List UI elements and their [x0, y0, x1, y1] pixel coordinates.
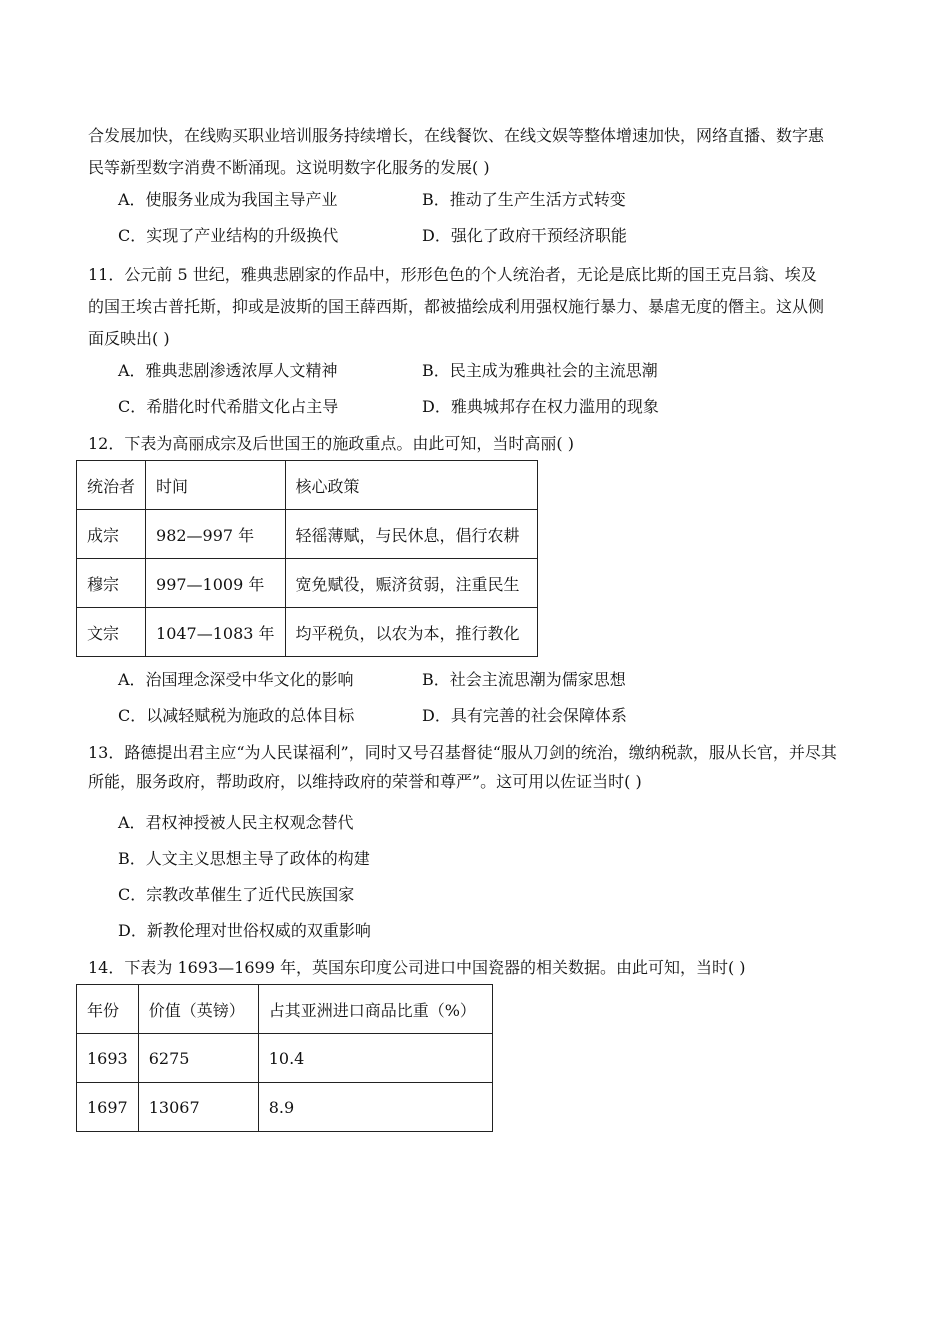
table-cell: 穆宗: [77, 559, 146, 608]
table-cell: 1693: [77, 1034, 139, 1083]
table-row: [77, 608, 538, 657]
table-row: [77, 1034, 493, 1083]
table-header-row: [77, 985, 493, 1034]
q10-option-b[interactable]: B．推动了生产生活方式转变: [422, 190, 626, 209]
table-cell: 宽免赋役，赈济贫弱，注重民生: [285, 559, 537, 608]
q12-option-b[interactable]: B．社会主流思潮为儒家思想: [422, 670, 626, 689]
q11-option-d[interactable]: D．雅典城邦存在权力滥用的现象: [422, 397, 659, 416]
q11-text-line1: 11．公元前 5 世纪，雅典悲剧家的作品中，形形色色的个人统治者，无论是底比斯的国王克吕翁、埃及: [88, 265, 817, 284]
q12-option-c[interactable]: C．以减轻赋税为施政的总体目标: [118, 706, 355, 725]
table-cell: 982—997 年: [146, 510, 286, 559]
q10-text-line1: 合发展加快，在线购买职业培训服务持续增长，在线餐饮、在线文娱等整体增速加快，网络直播、数字惠: [88, 126, 825, 145]
q12-option-a[interactable]: A．治国理念深受中华文化的影响: [118, 670, 354, 689]
table-row: [77, 559, 538, 608]
q11-option-a[interactable]: A．雅典悲剧渗透浓厚人文精神: [118, 361, 338, 380]
q11-option-b[interactable]: B．民主成为雅典社会的主流思潮: [422, 361, 658, 380]
table-cell: 6275: [138, 1034, 258, 1083]
q13-text-line1: 13．路德提出君主应“为人民谋福利”，同时又号召基督徒“服从刀剑的统治，缴纳税款，服从长官，并尽其: [88, 743, 837, 762]
q12-stem: 12．下表为高丽成宗及后世国王的施政重点。由此可知，当时高丽( ): [88, 434, 574, 453]
q13-option-a[interactable]: A．君权神授被人民主权观念替代: [118, 813, 354, 832]
q10-option-a[interactable]: A．使服务业成为我国主导产业: [118, 190, 338, 209]
q14-table: [76, 984, 493, 1132]
table-header-cell: 核心政策: [285, 461, 537, 510]
table-cell: 8.9: [258, 1083, 492, 1132]
q13-option-c[interactable]: C．宗教改革催生了近代民族国家: [118, 885, 355, 904]
table-cell: 1047—1083 年: [146, 608, 286, 657]
q12-table: [76, 460, 538, 657]
table-header-cell: 年份: [77, 985, 139, 1034]
table-cell: 文宗: [77, 608, 146, 657]
q10-text-line2: 民等新型数字消费不断涌现。这说明数字化服务的发展( ): [88, 158, 490, 177]
table-cell: 均平税负，以农为本，推行教化: [285, 608, 537, 657]
table-cell: 10.4: [258, 1034, 492, 1083]
q12-option-d[interactable]: D．具有完善的社会保障体系: [422, 706, 627, 725]
q13-text-line2: 所能，服务政府，帮助政府，以维持政府的荣誉和尊严”。这可用以佐证当时( ): [88, 772, 642, 791]
table-row: [77, 1083, 493, 1132]
table-header-cell: 占其亚洲进口商品比重（%）: [258, 985, 492, 1034]
q11-text-line3: 面反映出( ): [88, 329, 170, 348]
table-header-cell: 时间: [146, 461, 286, 510]
table-cell: 997—1009 年: [146, 559, 286, 608]
table-cell: 1697: [77, 1083, 139, 1132]
q13-option-d[interactable]: D．新教伦理对世俗权威的双重影响: [118, 921, 371, 940]
table-cell: 轻徭薄赋，与民休息，倡行农耕: [285, 510, 537, 559]
table-header-cell: 统治者: [77, 461, 146, 510]
table-cell: 成宗: [77, 510, 146, 559]
table-header-cell: 价值（英镑）: [138, 985, 258, 1034]
q14-stem: 14．下表为 1693—1699 年，英国东印度公司进口中国瓷器的相关数据。由此可知，当时( ): [88, 958, 746, 977]
q10-option-c[interactable]: C．实现了产业结构的升级换代: [118, 226, 339, 245]
table-row: [77, 510, 538, 559]
q11-text-line2: 的国王埃古普托斯，抑或是波斯的国王薛西斯，都被描绘成利用强权施行暴力、暴虐无度的僭主。这从侧: [88, 297, 825, 316]
q11-option-c[interactable]: C．希腊化时代希腊文化占主导: [118, 397, 339, 416]
table-cell: 13067: [138, 1083, 258, 1132]
table-header-row: [77, 461, 538, 510]
q10-option-d[interactable]: D．强化了政府干预经济职能: [422, 226, 627, 245]
q13-option-b[interactable]: B．人文主义思想主导了政体的构建: [118, 849, 370, 868]
